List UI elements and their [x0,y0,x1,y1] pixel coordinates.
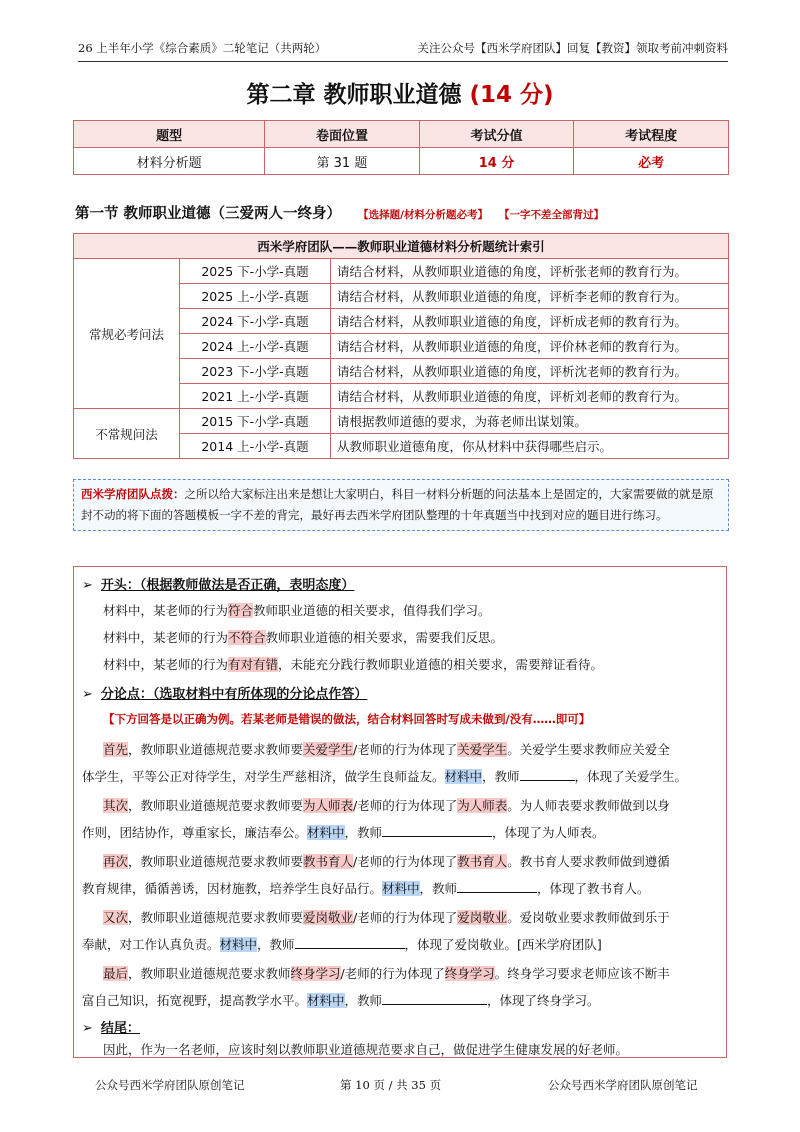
info-cell-level: 必考 [574,148,729,175]
point-keyword: 教书育人 [303,854,354,869]
answer-blank [457,879,537,893]
text-span: 。教书育人要求教师做到遵循 [507,854,670,869]
point-1-line-2 [82,767,687,785]
answer-blank [382,823,492,837]
tip-text: 之所以给大家标注出来是想让大家明白，科目一材料分析题的问法基本上是固定的，大家需要做的就是原封不动的将下面的答题模板一字不差的背完，最好再去西米学府团队整理的十年真题当中找到对应的题目进行练习。 [81,487,714,522]
index-question: 从教师职业道德角度，你从材料中获得哪些启示。 [331,434,729,459]
point-5-line-2 [82,991,600,1009]
answer-blank [295,935,405,949]
page-number: 第 10 页 / 共 35 页 [340,1078,442,1092]
point-2-line-2 [82,823,605,841]
index-year: 2024 上-小学-真题 [180,334,331,359]
text-span: ，教师 [482,769,520,784]
info-cell-score: 14 分 [419,148,574,175]
text-span: /老师的行为体现了 [340,966,445,981]
highlight-keyword: 符合 [228,603,254,618]
bullet-arrow-icon: ➢ [82,1021,93,1036]
point-keyword: 教书育人 [457,854,508,869]
text-span: 奉献，对工作认真负责。 [82,937,220,952]
points-tip: 【下方回答是以正确为例。若某老师是错误的做法，结合材料回答时写成未做到/没有……即可】 [103,712,591,726]
info-table [73,120,729,175]
info-header-cell: 题型 [74,121,265,148]
text-span: 。为人师表要求教师做到以身 [507,798,670,813]
ending-text: 因此，作为一名老师，应该时刻以教师职业道德规范要求自己，做促进学生健康发展的好老师。 [103,1042,629,1057]
point-2-line-1 [103,796,670,814]
index-group-irregular: 不常规问法 [74,409,180,459]
text-span: /老师的行为体现了 [353,910,458,925]
point-lead: 最后 [103,966,129,981]
text-span: 。爱岗敬业要求教师做到乐于 [507,910,670,925]
point-5-line-1 [103,964,670,982]
info-header-row [74,121,729,148]
text-span: /老师的行为体现了 [353,854,458,869]
point-keyword: 终身学习 [444,966,495,981]
header-right: 关注公众号【西米学府团队】回复【教资】领取考前冲刺资料 [417,41,728,55]
point-keyword: 关爱学生 [457,742,508,757]
point-1-line-1 [103,740,670,758]
point-keyword: 关爱学生 [303,742,354,757]
index-row [74,409,729,434]
material-marker: 材料中 [219,937,258,952]
point-3-line-1 [103,852,670,870]
index-year: 2023 下-小学-真题 [180,359,331,384]
text-span: ，体现了终身学习。 [487,993,600,1008]
header-left: 26 上半年小学《综合素质》二轮笔记（共两轮） [78,41,327,55]
index-question: 请根据教师道德的要求，为蒋老师出谋划策。 [331,409,729,434]
ending-heading [82,1017,140,1036]
text-span: 体学生，平等公正对待学生，对学生严慈相济，做学生良师益友。 [82,769,445,784]
highlight-keyword: 有对有错 [228,657,279,672]
tip-label: 西米学府团队点拨： [81,487,185,501]
point-lead: 其次 [103,798,129,813]
text-span: 教师职业道德的相关要求，值得我们学习。 [253,603,491,618]
info-header-cell: 卷面位置 [265,121,420,148]
text-span: ，教师 [257,937,295,952]
bullet-arrow-icon: ➢ [82,687,93,702]
index-question: 请结合材料，从教师职业道德的角度，评析沈老师的教育行为。 [331,359,729,384]
point-4-line-2 [82,935,602,953]
text-span: 。终身学习要求老师应该不断丰 [494,966,670,981]
answer-blank [520,767,575,781]
index-question: 请结合材料，从教师职业道德的角度，评析成老师的教育行为。 [331,309,729,334]
index-year: 2021 上-小学-真题 [180,384,331,409]
text-span: ，教师 [344,993,383,1008]
text-span: 教育规律，循循善诱，因材施教，培养学生良好品行。 [82,881,383,896]
section-title: 第一节 教师职业道德（三爱两人一终身） [75,205,342,222]
section-tag-must: 【选择题/材料分析题必考】 [358,209,488,221]
opening-line-disagree [103,628,503,646]
point-3-line-2 [82,879,650,897]
points-heading [82,683,367,702]
text-span: /老师的行为体现了 [353,798,458,813]
text-span: ，教师职业道德规范要求教师要 [128,798,304,813]
index-row [74,259,729,284]
point-keyword: 终身学习 [290,966,341,981]
highlight-keyword: 不符合 [228,630,266,645]
text-span: 富自己知识，拓宽视野，提高教学水平。 [82,993,308,1008]
material-marker: 材料中 [382,881,420,896]
text-span: ，教师 [344,825,383,840]
text-span: ，体现了爱岗敬业。[西米学府团队] [404,937,602,952]
text-span: 材料中，某老师的行为 [103,603,229,618]
footer-right: 公众号西米学府团队原创笔记 [548,1078,698,1092]
text-span: ，教师职业道德规范要求教师 [128,966,291,981]
text-span: ，教师职业道德规范要求教师要 [128,742,304,757]
point-keyword: 爱岗敬业 [303,910,354,925]
text-span: ，体现了教书育人。 [537,881,650,896]
index-caption: 西米学府团队——教师职业道德材料分析题统计索引 [74,234,729,259]
chapter-title [0,76,800,109]
info-row [74,148,729,175]
text-span: ，体现了为人师表。 [492,825,605,840]
text-span: 材料中，某老师的行为 [103,630,229,645]
text-span: 教师职业道德的相关要求，需要我们反思。 [265,630,504,645]
point-keyword: 为人师表 [303,798,354,813]
index-year: 2024 下-小学-真题 [180,309,331,334]
answer-blank [382,991,487,1005]
page-header [78,40,728,62]
text-span: 。关爱学生要求教师应关爱全 [507,742,670,757]
opening-heading [82,574,354,593]
text-span: ，教师职业道德规范要求教师要 [128,854,304,869]
index-group-regular: 常规必考问法 [74,259,180,409]
bullet-arrow-icon: ➢ [82,578,93,593]
index-question: 请结合材料，从教师职业道德的角度，评析张老师的教育行为。 [331,259,729,284]
point-lead: 再次 [103,854,129,869]
text-span: /老师的行为体现了 [353,742,458,757]
opening-line-agree [103,601,491,619]
ending-heading-text: 结尾： [100,1021,140,1036]
point-keyword: 为人师表 [457,798,508,813]
index-year: 2025 上-小学-真题 [180,284,331,309]
points-heading-text: 分论点：（选取材料中有所体现的分论点作答） [100,687,368,702]
material-marker: 材料中 [444,769,483,784]
section-heading [75,202,604,223]
chapter-score: (14 分) [469,82,554,108]
opening-line-mixed [103,655,603,673]
info-cell-position: 第 31 题 [265,148,420,175]
tip-note [73,479,729,531]
index-year: 2015 下-小学-真题 [180,409,331,434]
material-marker: 材料中 [307,825,345,840]
material-marker: 材料中 [307,993,345,1008]
index-caption-row [74,234,729,259]
index-table [73,233,729,459]
text-span: 材料中，某老师的行为 [103,657,229,672]
section-tag-memorize: 【一字不差全部背过】 [499,209,605,221]
text-span: 作则，团结协作，尊重家长，廉洁奉公。 [82,825,308,840]
point-4-line-1 [103,908,670,926]
footer-left: 公众号西米学府团队原创笔记 [95,1078,245,1092]
point-lead: 首先 [103,742,129,757]
chapter-title-text: 第二章 教师职业道德 [246,82,462,108]
index-question: 请结合材料，从教师职业道德的角度，评析李老师的教育行为。 [331,284,729,309]
info-header-cell: 考试分值 [419,121,574,148]
index-question: 请结合材料，从教师职业道德的角度，评析刘老师的教育行为。 [331,384,729,409]
info-cell-type: 材料分析题 [74,148,265,175]
info-header-cell: 考试程度 [574,121,729,148]
point-lead: 又次 [103,910,129,925]
opening-heading-text: 开头：（根据教师做法是否正确，表明态度） [100,578,355,593]
text-span: ，教师 [419,881,458,896]
index-year: 2025 下-小学-真题 [180,259,331,284]
text-span: ，体现了关爱学生。 [574,769,688,784]
index-question: 请结合材料，从教师职业道德的角度，评价林老师的教育行为。 [331,334,729,359]
text-span: ，未能充分践行教师职业道德的相关要求，需要辩证看待。 [278,657,604,672]
index-year: 2014 上-小学-真题 [180,434,331,459]
point-keyword: 爱岗敬业 [457,910,508,925]
text-span: ，教师职业道德规范要求教师要 [128,910,304,925]
